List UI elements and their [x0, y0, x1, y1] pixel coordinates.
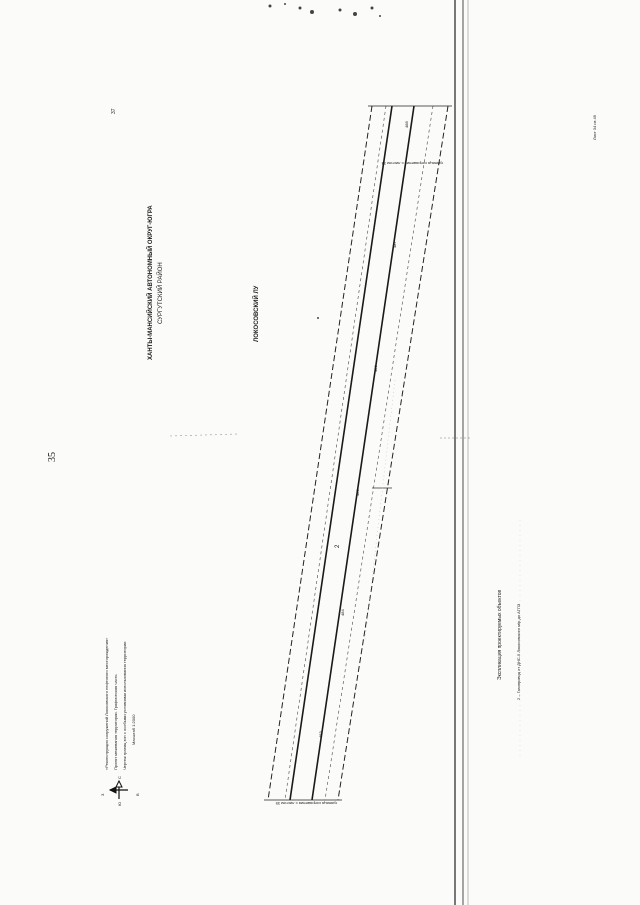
header-line-3: Чертеж границ зон с особыми условиями использования территории: [122, 641, 127, 770]
compass-letter-east: В: [135, 793, 140, 796]
page-number: 35: [47, 452, 58, 462]
parcel-label: 483: [318, 731, 323, 738]
buffer-line-left: [285, 106, 386, 800]
corridor-line-right: [312, 106, 414, 800]
scan-artifact: [365, 380, 395, 640]
explication-title: Экспликация проектируемых объектов: [497, 589, 503, 680]
scan-noise-line: [170, 434, 238, 436]
north-arrow-icon: [110, 781, 128, 799]
match-line-bottom-label: граница сопряжения с листом 35: [275, 801, 337, 806]
zone-boundary-right: [338, 106, 448, 800]
sheet-label: Лист 34 из 49: [592, 115, 597, 140]
parcel-label: 486: [373, 365, 378, 372]
parcel-label: 485: [355, 489, 360, 496]
sheet-number: 37: [111, 108, 117, 114]
match-line-top-label: граница сопряжения с листом 33: [381, 161, 443, 166]
parcel-label: 484: [340, 609, 345, 616]
place-name: ЛОКОСОВСКИЙ ЛУ: [254, 285, 260, 342]
zone-boundary-left: [268, 106, 372, 800]
header-line-1: «Реконструкция сооружений Локосовского нефтяного месторождения»: [104, 637, 109, 770]
object-number: 2: [335, 544, 341, 548]
region-title: ХАНТЫ-МАНСИЙСКИЙ АВТОНОМНЫЙ ОКРУГ-ЮГРА: [148, 205, 154, 360]
header-line-2: Проект межевания территории. Графическая часть: [113, 674, 118, 770]
compass-letter-north: С: [117, 776, 122, 779]
parcel-label: 487: [392, 241, 397, 248]
header-line-4: Масштаб 1:2000: [131, 714, 136, 745]
district-title: СУРГУТСКИЙ РАЙОН: [158, 262, 164, 324]
corridor-line-left: [290, 106, 392, 800]
parcel-label: 488: [404, 121, 409, 128]
compass-letter-south: Ю: [117, 801, 122, 806]
compass-letter-west: З: [100, 793, 105, 796]
explication-item: 2 – Газопровод от ДНС-5 Локосовского м/р до АГПЗ: [516, 603, 521, 700]
